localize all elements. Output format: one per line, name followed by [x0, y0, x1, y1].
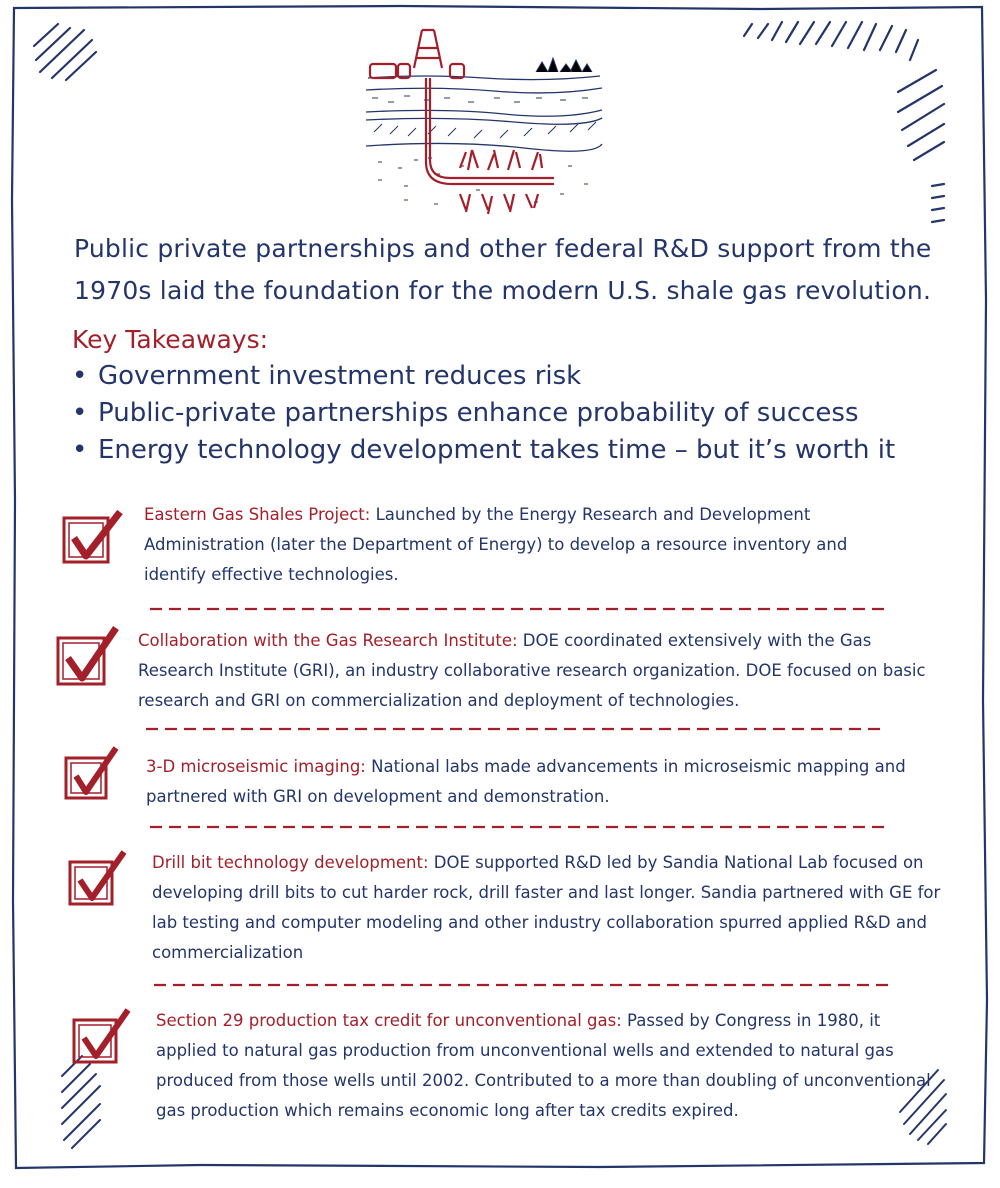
entry-title: Drill bit technology development:: [152, 853, 429, 872]
dashed-divider: [150, 604, 890, 614]
list-item: • Energy technology development takes time – but it’s worth it: [72, 435, 896, 465]
entry-body: Passed by Congress in 1980, it applied to natural gas production from unconventional wells and extended to natural gas produced from those wells until 2002. Contributed to a more than doubling of unconventional gas production which remains economic long after tax credits expired.: [156, 1011, 931, 1120]
dashed-divider: [146, 724, 886, 734]
entry-body: Launched by the Energy Research and Development Administration (later the Department of Energy) to develop a resource inventory and identify effective technologies.: [144, 505, 848, 584]
entry-title: Eastern Gas Shales Project:: [144, 505, 371, 524]
hatching-top-right: [744, 22, 944, 222]
entry-title: Collaboration with the Gas Research Institute:: [138, 631, 518, 650]
list-item: • Public-private partnerships enhance probability of success: [72, 398, 859, 428]
drilling-rig-illustration: [364, 28, 604, 228]
entry-title: 3-D microseismic imaging:: [146, 757, 366, 776]
entry-title: Section 29 production tax credit for unconventional gas:: [156, 1011, 622, 1030]
checkbox-check-icon: [66, 848, 130, 912]
checkbox-check-icon: [60, 508, 130, 568]
key-takeaways: [72, 322, 932, 469]
takeaways-list: [72, 358, 932, 469]
entry-body: National labs made advancements in microseismic mapping and partnered with GRI on development and demonstration.: [146, 757, 906, 806]
checkbox-check-icon: [62, 744, 124, 806]
intro-statement: Public private partnerships and other federal R&D support from the 1970s laid the foundation for the modern U.S. shale gas revolution.: [74, 234, 932, 305]
checkbox-check-icon: [54, 624, 124, 690]
dashed-divider: [154, 980, 894, 990]
takeaways-heading: Key Takeaways:: [72, 325, 269, 354]
checkbox-check-icon: [70, 1006, 134, 1070]
list-item: • Government investment reduces risk: [72, 361, 582, 391]
dashed-divider: [150, 822, 890, 832]
entry-body: DOE coordinated extensively with the Gas Research Institute (GRI), an industry collaborative research organization. DOE focused on basic research and GRI on commercialization and deployment of technologies.: [138, 631, 926, 710]
hatching-top-left: [34, 24, 96, 80]
entry-body: DOE supported R&D led by Sandia National Lab focused on developing drill bits to cut harder rock, drill faster and last longer. Sandia partnered with GE for lab testing and computer modeling and other industry collaboration spurred applied R&D and commercialization: [152, 853, 941, 962]
